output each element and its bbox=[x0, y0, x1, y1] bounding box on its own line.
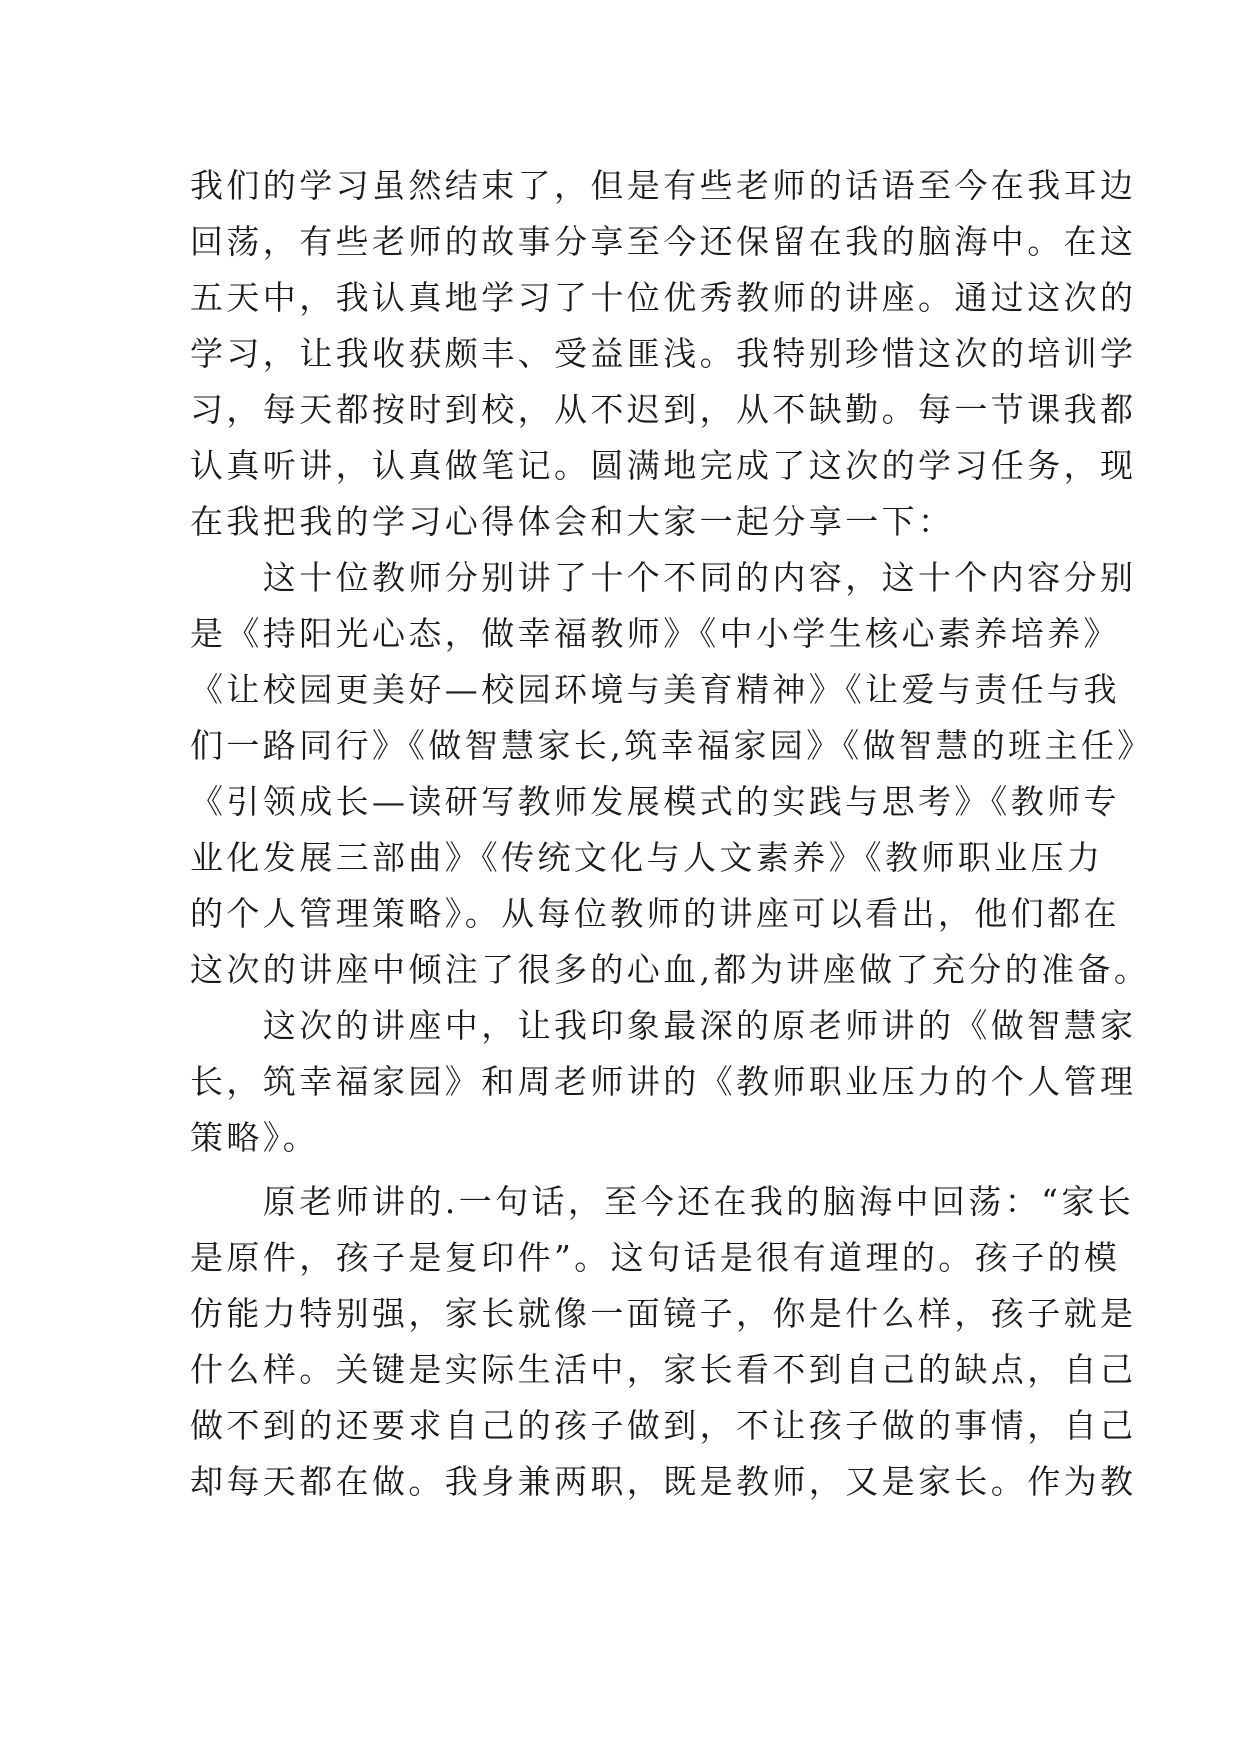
text-line: 回荡，有些老师的故事分享至今还保留在我的脑海中。在这 bbox=[190, 222, 1137, 261]
text-line: 我们的学习虽然结束了，但是有些老师的话语至今在我耳边 bbox=[190, 166, 1137, 205]
text-line: 长，筑幸福家园》和周老师讲的《教师职业压力的个人管理 bbox=[190, 1062, 1137, 1101]
text-line: 业化发展三部曲》《传统文化与人文素养》《教师职业压力 bbox=[190, 838, 1104, 877]
text-line: 策略》。 bbox=[190, 1118, 320, 1157]
text-line: 习，每天都按时到校，从不迟到，从不缺勤。每一节课我都 bbox=[190, 390, 1137, 429]
text-line: 五天中，我认真地学习了十位优秀教师的讲座。通过这次的 bbox=[190, 278, 1137, 317]
text-line: 这十位教师分别讲了十个不同的内容，这十个内容分别 bbox=[190, 558, 1137, 597]
paragraph-intro bbox=[190, 158, 1137, 550]
text-line: 原老师讲的.一句话，至今还在我的脑海中回荡：“家长 bbox=[190, 1182, 1135, 1221]
text-line: 认真听讲，认真做笔记。圆满地完成了这次的学习任务，现 bbox=[190, 446, 1137, 485]
text-line: 《引领成长—读研写教师发展模式的实践与思考》《教师专 bbox=[190, 782, 1120, 821]
paragraph-impression bbox=[190, 998, 1137, 1166]
paragraph-lecture-list bbox=[190, 550, 1154, 998]
body-text bbox=[190, 158, 1154, 1510]
text-line: 《让校园更美好—校园环境与美育精神》《让爱与责任与我 bbox=[190, 670, 1120, 709]
text-line: 什么样。关键是实际生活中，家长看不到自己的缺点，自己 bbox=[190, 1350, 1137, 1389]
text-line: 仿能力特别强，家长就像一面镜子，你是什么样，孩子就是 bbox=[190, 1294, 1137, 1333]
text-line: 这次的讲座中，让我印象最深的原老师讲的《做智慧家 bbox=[190, 1006, 1137, 1045]
text-line: 做不到的还要求自己的孩子做到，不让孩子做的事情，自己 bbox=[190, 1406, 1137, 1445]
text-line: 是《持阳光心态，做幸福教师》《中小学生核心素养培养》 bbox=[190, 614, 1120, 653]
text-line: 是原件，孩子是复印件”。这句话是很有道理的。孩子的模 bbox=[190, 1238, 1121, 1277]
text-line: 的个人管理策略》。从每位教师的讲座可以看出，他们都在 bbox=[190, 894, 1120, 933]
text-line: 在我把我的学习心得体会和大家一起分享一下： bbox=[190, 502, 955, 541]
text-line: 却每天都在做。我身兼两职，既是教师，又是家长。作为教 bbox=[190, 1462, 1137, 1501]
text-line: 学习，让我收获颇丰、受益匪浅。我特别珍惜这次的培训学 bbox=[190, 334, 1137, 373]
text-line: 这次的讲座中倾注了很多的心血,都为讲座做了充分的准备。 bbox=[190, 950, 1151, 989]
paragraph-spacer bbox=[190, 1166, 1070, 1174]
text-line: 们一路同行》《做智慧家长,筑幸福家园》《做智慧的班主任》 bbox=[190, 726, 1154, 765]
paragraph-quote bbox=[190, 1174, 1137, 1510]
